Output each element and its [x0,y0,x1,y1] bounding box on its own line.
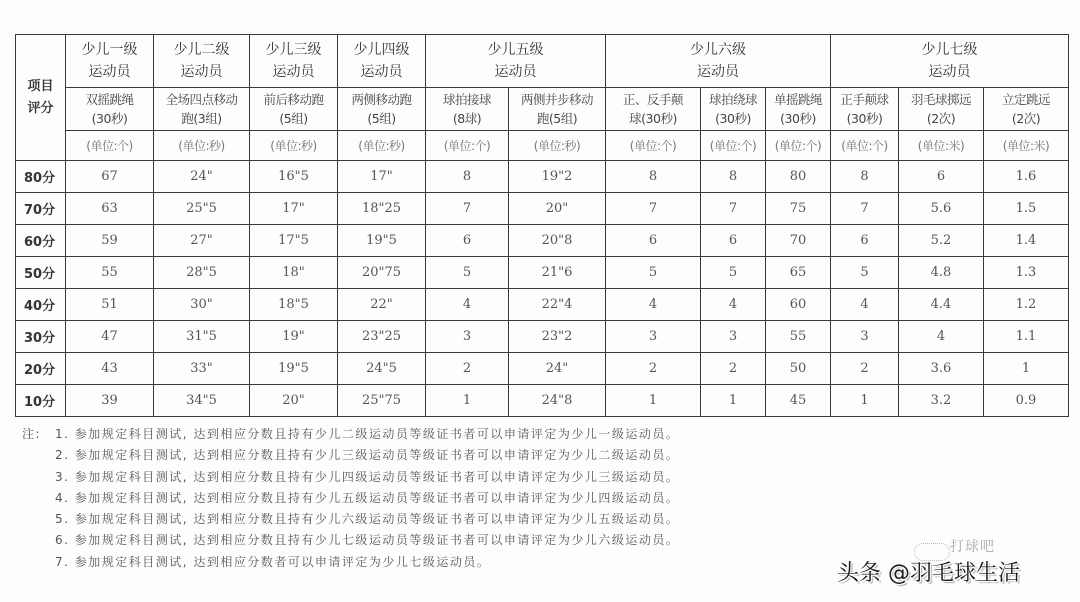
note-text: 3. 参加规定科目测试, 达到相应分数且持有少儿四级运动员等级证书者可以申请评定为少儿三级运动员。 [55,469,680,484]
value-cell: 20" [509,193,606,225]
value-cell: 16"5 [250,161,338,193]
item-header: 球拍接球 (8球) [426,88,509,131]
value-cell: 5.6 [899,193,984,225]
value-cell: 2 [831,353,899,385]
value-cell: 55 [66,257,154,289]
value-cell: 1 [984,353,1069,385]
value-cell: 4 [831,289,899,321]
value-cell: 17" [338,161,426,193]
note-text: 1. 参加规定科目测试, 达到相应分数且持有少儿二级运动员等级证书者可以申请评定为少儿一级运动员。 [55,427,680,441]
value-cell: 51 [66,289,154,321]
value-cell: 24" [154,161,250,193]
value-cell: 21"6 [509,257,606,289]
note-line [22,530,679,551]
score-cell: 30分 [16,321,66,353]
table-row [16,289,1069,321]
score-cell: 20分 [16,353,66,385]
note-line [22,488,679,509]
unit-header: (单位:秒) [509,131,606,161]
value-cell: 1 [701,385,766,417]
value-cell: 3 [701,321,766,353]
value-cell: 18"25 [338,193,426,225]
note-line [22,424,679,445]
value-cell: 17"5 [250,225,338,257]
item-header: 正手颠球 (30秒) [831,88,899,131]
value-cell: 8 [606,161,701,193]
table-row [16,225,1069,257]
value-cell: 4.8 [899,257,984,289]
note-line [22,552,679,573]
value-cell: 24"8 [509,385,606,417]
value-cell: 39 [66,385,154,417]
value-cell: 4.4 [899,289,984,321]
group-header: 少儿六级 运动员 [606,35,831,88]
value-cell: 19"5 [250,353,338,385]
score-cell: 80分 [16,161,66,193]
value-cell: 8 [426,161,509,193]
value-cell: 80 [766,161,831,193]
value-cell: 3 [606,321,701,353]
corner-header: 项目 评分 [16,35,66,161]
table-row [16,321,1069,353]
header-row-items [16,88,1069,131]
group-header: 少儿三级 运动员 [250,35,338,88]
value-cell: 20"75 [338,257,426,289]
group-header: 少儿二级 运动员 [154,35,250,88]
value-cell: 5 [701,257,766,289]
note-text: 4. 参加规定科目测试, 达到相应分数且持有少儿五级运动员等级证书者可以申请评定为少儿四级运动员。 [55,490,680,505]
value-cell: 24"5 [338,353,426,385]
value-cell: 18" [250,257,338,289]
unit-header: (单位:米) [899,131,984,161]
table-row [16,257,1069,289]
group-header: 少儿四级 运动员 [338,35,426,88]
value-cell: 19"5 [338,225,426,257]
value-cell: 3.6 [899,353,984,385]
value-cell: 8 [701,161,766,193]
value-cell: 4 [426,289,509,321]
unit-header: (单位:个) [831,131,899,161]
value-cell: 20" [250,385,338,417]
value-cell: 2 [426,353,509,385]
value-cell: 1.6 [984,161,1069,193]
value-cell: 5 [606,257,701,289]
table-row [16,353,1069,385]
value-cell: 6 [701,225,766,257]
value-cell: 60 [766,289,831,321]
table-row [16,385,1069,417]
value-cell: 63 [66,193,154,225]
unit-header: (单位:秒) [250,131,338,161]
value-cell: 31"5 [154,321,250,353]
score-cell: 50分 [16,257,66,289]
value-cell: 67 [66,161,154,193]
value-cell: 1 [426,385,509,417]
score-cell: 60分 [16,225,66,257]
grading-standards-table [15,34,1069,417]
value-cell: 4 [701,289,766,321]
value-cell: 55 [766,321,831,353]
value-cell: 47 [66,321,154,353]
note-text: 6. 参加规定科目测试, 达到相应分数且持有少儿七级运动员等级证书者可以申请评定为少儿六级运动员。 [55,533,680,548]
score-cell: 40分 [16,289,66,321]
note-line [22,509,679,530]
unit-header: (单位:个) [426,131,509,161]
value-cell: 3 [831,321,899,353]
value-cell: 1 [606,385,701,417]
group-header: 少儿五级 运动员 [426,35,606,88]
item-header: 双摇跳绳 (30秒) [66,88,154,131]
item-header: 立定跳远 (2次) [984,88,1069,131]
unit-header: (单位:个) [766,131,831,161]
value-cell: 1 [831,385,899,417]
value-cell: 28"5 [154,257,250,289]
unit-header: (单位:个) [606,131,701,161]
value-cell: 1.1 [984,321,1069,353]
value-cell: 6 [426,225,509,257]
item-header: 全场四点移动 跑(3组) [154,88,250,131]
value-cell: 23"2 [509,321,606,353]
value-cell: 30" [154,289,250,321]
value-cell: 25"75 [338,385,426,417]
group-header: 少儿一级 运动员 [66,35,154,88]
note-text: 7. 参加规定科目测试, 达到相应分数者可以申请评定为少儿七级运动员。 [55,554,491,569]
value-cell: 3.2 [899,385,984,417]
note-prefix: 注: [22,427,42,441]
value-cell: 45 [766,385,831,417]
value-cell: 25"5 [154,193,250,225]
value-cell: 5.2 [899,225,984,257]
value-cell: 43 [66,353,154,385]
value-cell: 75 [766,193,831,225]
value-cell: 70 [766,225,831,257]
value-cell: 7 [606,193,701,225]
table-row [16,193,1069,225]
item-header: 单摇跳绳 (30秒) [766,88,831,131]
value-cell: 59 [66,225,154,257]
value-cell: 7 [701,193,766,225]
header-row-groups [16,35,1069,88]
watermark-text: 头条 @羽毛球生活 [837,561,1020,586]
value-cell: 19" [250,321,338,353]
notes-section [22,424,679,573]
score-cell: 70分 [16,193,66,225]
value-cell: 6 [899,161,984,193]
value-cell: 22" [338,289,426,321]
value-cell: 20"8 [509,225,606,257]
value-cell: 3 [426,321,509,353]
value-cell: 4 [899,321,984,353]
value-cell: 27" [154,225,250,257]
note-text: 2. 参加规定科目测试, 达到相应分数且持有少儿三级运动员等级证书者可以申请评定为少儿二级运动员。 [55,448,680,463]
note-text: 5. 参加规定科目测试, 达到相应分数且持有少儿六级运动员等级证书者可以申请评定为少儿五级运动员。 [55,512,680,527]
item-header: 前后移动跑 (5组) [250,88,338,131]
value-cell: 18"5 [250,289,338,321]
unit-header: (单位:个) [701,131,766,161]
value-cell: 1.4 [984,225,1069,257]
unit-header: (单位:秒) [154,131,250,161]
unit-header: (单位:秒) [338,131,426,161]
value-cell: 4 [606,289,701,321]
value-cell: 8 [831,161,899,193]
value-cell: 1.5 [984,193,1069,225]
value-cell: 2 [606,353,701,385]
item-header: 球拍绕球 (30秒) [701,88,766,131]
value-cell: 6 [831,225,899,257]
note-line [22,467,679,488]
value-cell: 1.3 [984,257,1069,289]
item-header: 两侧并步移动 跑(5组) [509,88,606,131]
value-cell: 19"2 [509,161,606,193]
value-cell: 50 [766,353,831,385]
unit-header: (单位:个) [66,131,154,161]
value-cell: 22"4 [509,289,606,321]
value-cell: 24" [509,353,606,385]
value-cell: 6 [606,225,701,257]
value-cell: 2 [701,353,766,385]
header-row-units [16,131,1069,161]
item-header: 正、反手颠 球(30秒) [606,88,701,131]
item-header: 两侧移动跑 (5组) [338,88,426,131]
value-cell: 5 [426,257,509,289]
value-cell: 33" [154,353,250,385]
value-cell: 7 [426,193,509,225]
item-header: 羽毛球掷远 (2次) [899,88,984,131]
note-line [22,445,679,466]
value-cell: 34"5 [154,385,250,417]
value-cell: 1.2 [984,289,1069,321]
value-cell: 5 [831,257,899,289]
value-cell: 0.9 [984,385,1069,417]
value-cell: 17" [250,193,338,225]
watermark-faint-logo: 打球吧 [950,539,995,555]
group-header: 少儿七级 运动员 [831,35,1069,88]
score-cell: 10分 [16,385,66,417]
unit-header: (单位:米) [984,131,1069,161]
value-cell: 65 [766,257,831,289]
table-row [16,161,1069,193]
value-cell: 23"25 [338,321,426,353]
value-cell: 7 [831,193,899,225]
